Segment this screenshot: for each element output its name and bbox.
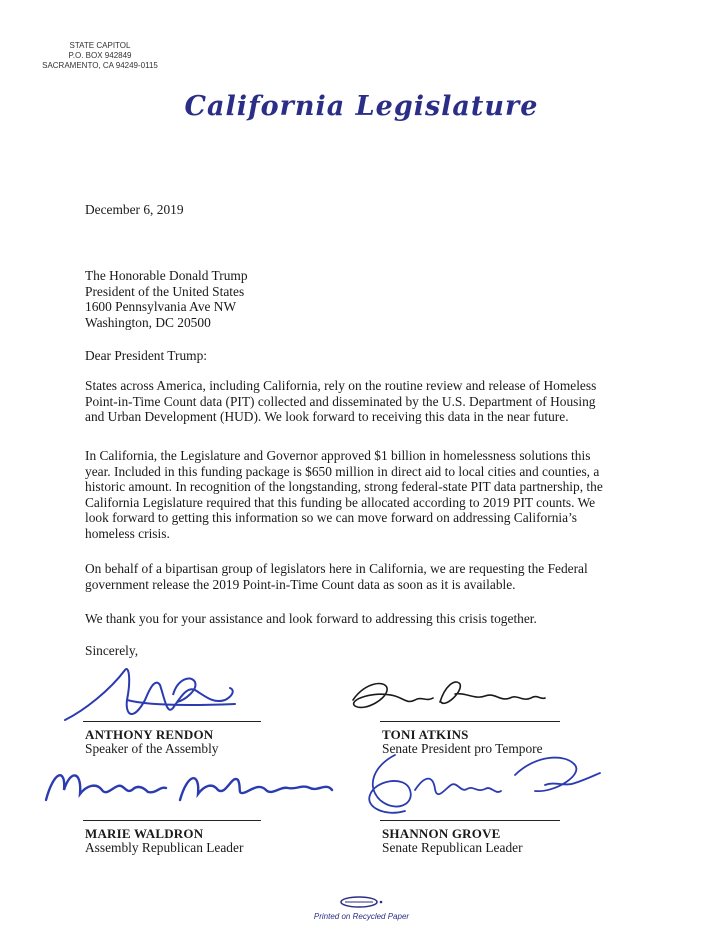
paragraph-line: year. Included in this funding package is $650 million in direct aid to local cities and counties, a <box>85 463 600 479</box>
body-paragraph-1 <box>85 378 645 425</box>
paragraph-line: government release the 2019 Point-in-Time Count data as soon as it is available. <box>85 576 516 592</box>
paragraph-line: homeless crisis. <box>85 525 170 541</box>
signatory-name-atkins: TONI ATKINS <box>382 727 469 742</box>
paragraph-line: historic amount. In recognition of the longstanding, strong federal-state PIT data partnership, the <box>85 479 603 495</box>
paragraph-line: Point-in-Time Count data (PIT) collected and disseminated by the U.S. Department of Housing <box>85 393 596 409</box>
signature-atkins <box>345 672 555 722</box>
signatory-title-grove: Senate Republican Leader <box>382 840 523 855</box>
salutation: Dear President Trump: <box>85 348 207 363</box>
signatory-name-waldron: MARIE WALDRON <box>85 826 204 841</box>
recipient-line: Washington, DC 20500 <box>85 314 211 330</box>
return-address <box>40 41 160 71</box>
letterhead-title: California Legislature <box>184 91 539 122</box>
paragraph-line: California Legislature required that this funding be allocated according to 2019 PIT counts. We <box>85 494 596 510</box>
paragraph-line: We thank you for your assistance and look forward to addressing this crisis together. <box>85 611 537 626</box>
recipient-address <box>85 268 645 330</box>
signatory-name-grove: SHANNON GROVE <box>382 826 501 841</box>
paragraph-line: and Urban Development (HUD). We look forward to receiving this data in the near future. <box>85 409 569 425</box>
letter-date: December 6, 2019 <box>85 202 184 217</box>
paragraph-line: In California, the Legislature and Governor approved $1 billion in homelessness solutions this <box>85 448 591 463</box>
paragraph-line: look forward to getting this information so we can move forward on addressing California’s <box>85 510 577 526</box>
recipient-line: President of the United States <box>85 283 245 299</box>
recycled-paper-logo <box>337 895 387 909</box>
signatory-name-rendon: ANTHONY RENDON <box>85 727 214 742</box>
body-paragraph-3 <box>85 561 645 592</box>
signature-line-waldron <box>83 820 261 821</box>
closing: Sincerely, <box>85 643 139 658</box>
signatory-title-rendon: Speaker of the Assembly <box>85 741 219 756</box>
signature-waldron <box>40 760 340 820</box>
signatory-title-atkins: Senate President pro Tempore <box>382 741 543 756</box>
address-line: STATE CAPITOL <box>69 41 131 50</box>
body-paragraph-4 <box>85 611 645 627</box>
address-line: SACRAMENTO, CA 94249-0115 <box>42 61 158 70</box>
signatory-title-waldron: Assembly Republican Leader <box>85 840 244 855</box>
body-paragraph-2 <box>85 448 645 542</box>
signature-grove <box>355 745 605 825</box>
footer-text: Printed on Recycled Paper <box>313 912 410 921</box>
paragraph-line: States across America, including California, rely on the routine review and release of Homeless <box>85 378 597 393</box>
recipient-line: 1600 Pennsylvania Ave NW <box>85 299 237 315</box>
signature-rendon <box>55 660 255 745</box>
recipient-line: The Honorable Donald Trump <box>85 268 248 283</box>
paragraph-line: On behalf of a bipartisan group of legislators here in California, we are requesting the Federal <box>85 561 588 576</box>
address-line: P.O. BOX 942849 <box>68 51 132 60</box>
